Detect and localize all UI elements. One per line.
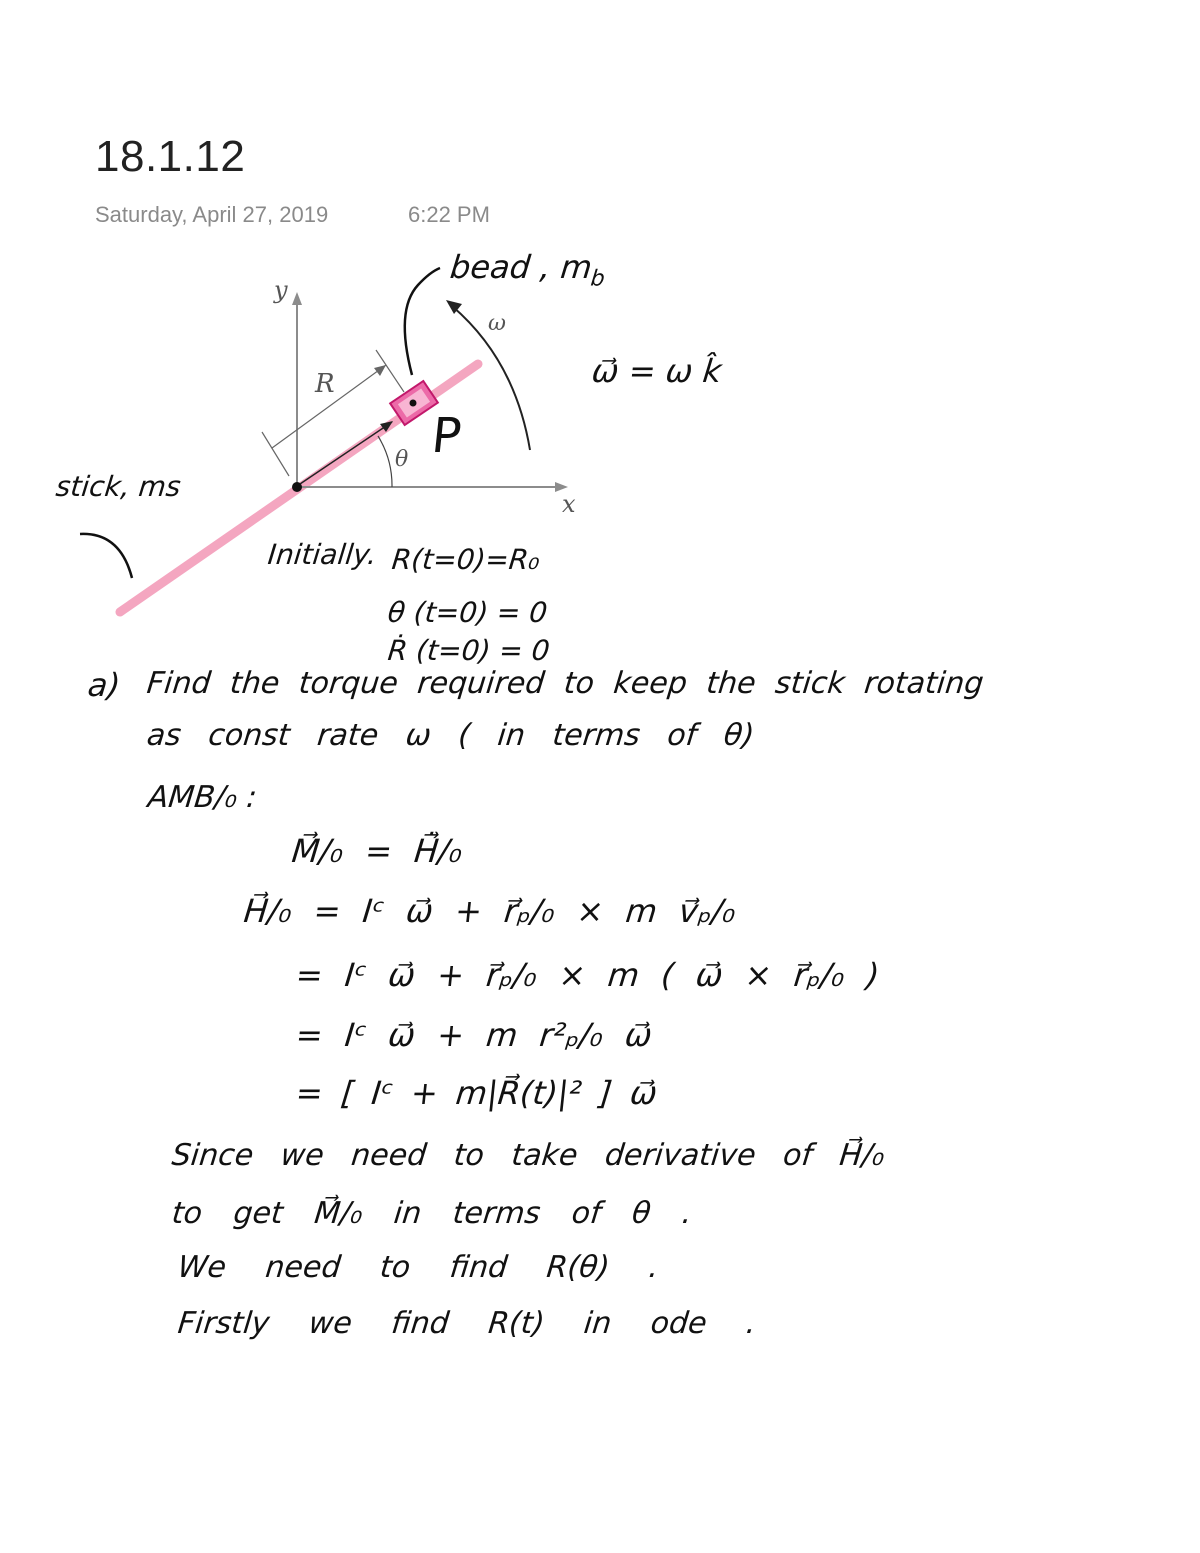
amb-heading: AMB/₀ : <box>146 780 259 815</box>
equation-1: M⃗/₀ = H⃗̇/₀ <box>290 832 465 870</box>
conclusion-line-1: Since we need to take derivative of H⃗/₀ <box>170 1138 887 1173</box>
r-label: R <box>315 369 335 399</box>
r-vector-line <box>300 422 392 484</box>
equation-2: H⃗/₀ = Iᶜ ω⃗ + r⃗ₚ/₀ × m v⃗ₚ/₀ <box>242 892 738 930</box>
initial-cond-2: θ (t=0) = 0 <box>386 596 549 629</box>
note-time: 6:22 PM <box>408 202 490 227</box>
equation-4: = Iᶜ ω⃗ + m r²ₚ/₀ ω⃗ <box>294 1016 654 1054</box>
bead-pointer-curve <box>405 268 440 375</box>
omega-label: ω <box>488 311 506 336</box>
theta-label: θ <box>395 447 409 472</box>
equation-5: = [ Iᶜ + m|R⃗(t)|² ] ω⃗ <box>294 1074 660 1112</box>
theta-arc <box>378 436 392 487</box>
bead-label-sub: b <box>589 266 606 292</box>
stick-label: stick, ms <box>54 470 183 503</box>
equation-3: = Iᶜ ω⃗ + r⃗ₚ/₀ × m ( ω⃗ × r⃗ₚ/₀ ) <box>294 956 882 994</box>
note-date: Saturday, April 27, 2019 <box>95 202 329 227</box>
initially-heading: Initially. <box>266 538 379 571</box>
point-p-label: P <box>429 408 464 464</box>
stick-pointer-curve <box>80 534 132 578</box>
problem-label: a) <box>86 666 123 704</box>
y-axis-label: y <box>274 276 288 304</box>
r-dimension-arrow <box>374 365 386 376</box>
problem-line-2: as const rate ω ( in terms of θ) <box>145 718 756 753</box>
bead-label <box>448 248 608 291</box>
page-title: 18.1.12 <box>95 132 246 181</box>
problem-line-1: Find the torque required to keep the stick rotating <box>145 666 986 701</box>
conclusion-line-2: to get M⃗/₀ in terms of θ . <box>170 1196 694 1231</box>
x-axis-label: x <box>562 490 576 518</box>
omega-vector-eq: ω⃗ = ω k̂ <box>590 352 724 390</box>
y-axis-arrow <box>292 292 302 305</box>
conclusion-line-3: We need to find R(θ) . <box>176 1250 661 1285</box>
bead-center-dot <box>410 400 417 407</box>
bead-label-text: bead , m <box>448 248 594 286</box>
initial-cond-3: Ṙ (t=0) = 0 <box>386 634 552 667</box>
initial-cond-1: R(t=0)=R₀ <box>390 543 542 576</box>
conclusion-line-4: Firstly we find R(t) in ode . <box>176 1306 758 1341</box>
